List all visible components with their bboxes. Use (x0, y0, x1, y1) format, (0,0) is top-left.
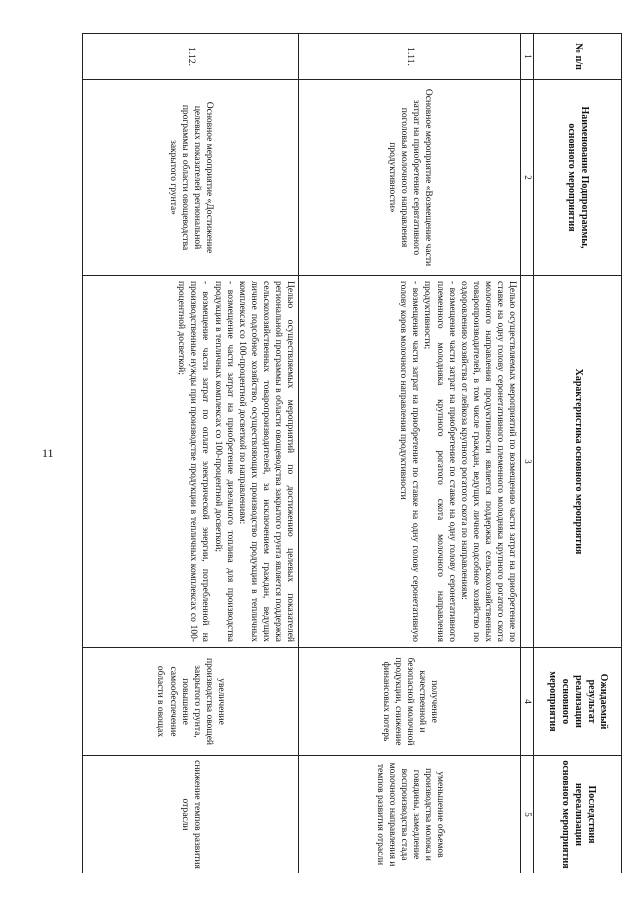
header-number: № п/п (534, 34, 622, 80)
column-number: 1 (521, 34, 534, 80)
row-number: 1.11. (299, 34, 521, 80)
header-row (534, 34, 622, 874)
measures-table (82, 33, 622, 873)
expected-result: получение качественной и безопасной молочной продукции, снижение финансовых потерь (299, 648, 521, 756)
header-description: Характеристика основного мероприятия (534, 276, 622, 648)
table-row (83, 34, 299, 874)
non-implementation-consequences: уменьшение объемов производства молока и говядины, замедление воспроизводства стада молочного направления и темпов развития отрасли (299, 756, 521, 874)
header-result: Ожидаемый результат реализации основного мероприятия (534, 648, 622, 756)
description-paragraph: Целью осуществляемых мероприятий по достижению целевых показателей региональной программы в области овощеводства закрытого грунта является поддержка сельскохозяйственных товаропроизводителей, за исключением граждан, ведущих личное подсобное хозяйство, осуществляющих производство продукции в тепличных комплексах со 100-процентной досветкой по направлениям: (236, 281, 296, 642)
column-number: 4 (521, 648, 534, 756)
non-implementation-consequences: снижение темпов развития отрасли (83, 756, 299, 874)
measure-name: Основное мероприятие «Возмещение части затрат на приобретение сервтативного поголовья молочного направления продуктивности» (299, 80, 521, 276)
header-consequences: Последствия нереализации основного мероприятия (534, 756, 622, 874)
description-paragraph: - возмещение части затрат по оплате электрической энергии, потребленной на производственные нужды при производстве продукции в тепличных комплексах со 100-процентной досветкой; (176, 281, 211, 642)
description-paragraph: - возмещение части затрат на приобретение по ставке на одну голову серонетативную голову коров молочного направления продуктивности (398, 281, 421, 642)
column-number-row (521, 34, 534, 874)
header-name: Наименование Подпрограммы, основного мероприятия (534, 80, 622, 276)
table-row (299, 34, 521, 874)
measure-description (83, 276, 299, 648)
rotated-page-area (82, 33, 622, 873)
expected-result: увеличение производства овощей закрытого грунта, повышение самообеспечение области в овощах (83, 648, 299, 756)
description-paragraph: Целью осуществляемых мероприятий по возмещению части затрат на приобретение по ставке на одну голову серонетативного племенного молодняка крупного рогатого скота молочного направления продуктивности является поддержка сельскохозяйственных товаропроизводителей, в том числе граждан, ведущих личное подсобное хозяйство по оздоровлению хозяйства от лейкоза крупного рогатого скота по направлениям: (458, 281, 518, 642)
measure-name: Основное мероприятие «Достижение целевых показателей региональной программы в области овощеводства закрытого грунта» (83, 80, 299, 276)
row-number: 1.12. (83, 34, 299, 80)
page-number: 11 (42, 446, 54, 460)
description-paragraph: - возмещение части затрат на приобретение дизельного топлива для производства продукции в тепличных комплексах со 100-процентной досветкой; (212, 281, 235, 642)
column-number: 2 (521, 80, 534, 276)
column-number: 5 (521, 756, 534, 874)
description-paragraph: - возмещение части затрат на приобретение по ставке на одну голову серонетативного племенного молодняка крупного рогатого скота молочного направления продуктивности; (422, 281, 457, 642)
measure-description (299, 276, 521, 648)
column-number: 3 (521, 276, 534, 648)
